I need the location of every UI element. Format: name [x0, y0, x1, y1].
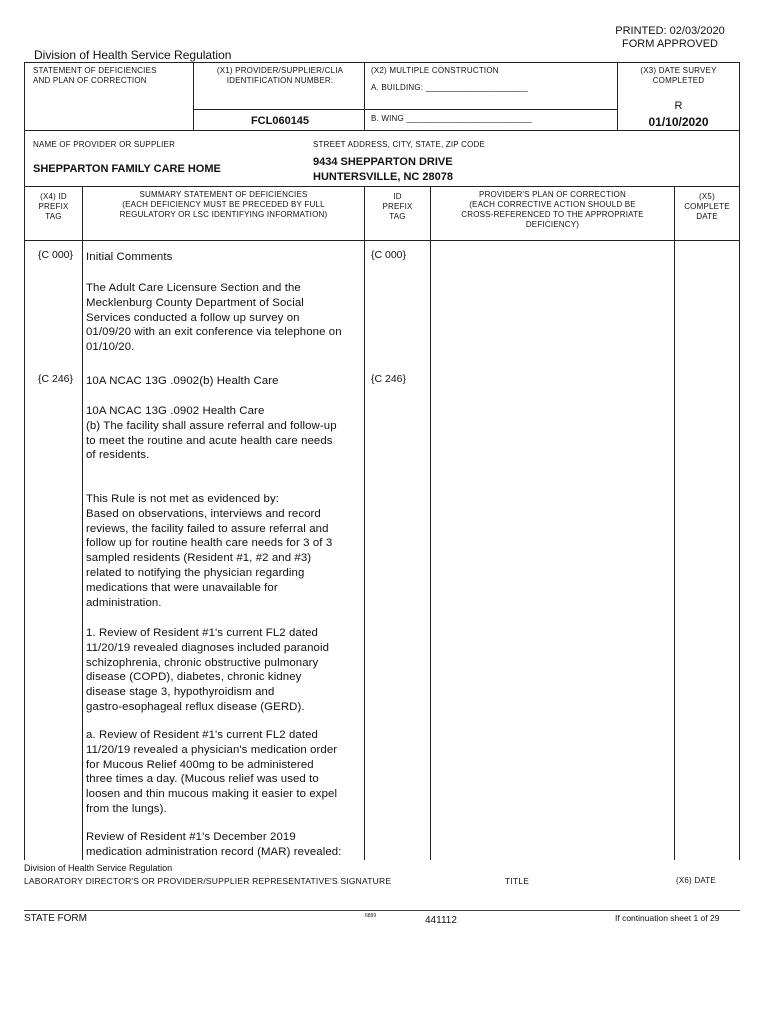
- x2-label: (X2) MULTIPLE CONSTRUCTION: [371, 66, 499, 75]
- title-label: TITLE: [505, 876, 530, 886]
- paragraph-resident1-diagnoses: 1. Review of Resident #1's current FL2 dated 11/20/19 revealed diagnoses included paranoid schizophrenia, chronic obstructive pulmonary disease (COPD), diabetes, chronic kidney disease stage 3, hypothyroidism and gastro-esophageal reflux disease (GERD).: [86, 627, 330, 713]
- col-plan-header: PROVIDER'S PLAN OF CORRECTION (EACH CORRECTIVE ACTION SHOULD BE CROSS-REFERENCED TO THE APPROPRIATE DEFICIENCY): [461, 190, 644, 229]
- col-x5-header: (X5) COMPLETE DATE: [684, 192, 730, 221]
- col-id-header: ID PREFIX TAG: [382, 192, 413, 221]
- provider-name-label: NAME OF PROVIDER OR SUPPLIER: [33, 140, 176, 149]
- provider-name: SHEPPARTON FAMILY CARE HOME: [33, 163, 221, 175]
- division-title: Division of Health Service Regulation: [34, 48, 232, 62]
- printed-date: PRINTED: 02/03/2020: [615, 25, 725, 37]
- survey-completed-date: 01/10/2020: [648, 115, 709, 129]
- event-id: 441112: [425, 915, 457, 926]
- x6-date-label: (X6) DATE: [676, 876, 716, 885]
- address-line2: HUNTERSVILLE, NC 28078: [313, 171, 453, 183]
- survey-type-code: R: [674, 100, 683, 112]
- tag-left-c246: {C 246}: [38, 373, 74, 385]
- paragraph-resident1-medication: a. Review of Resident #1's current FL2 dated 11/20/19 revealed a physician's medication order for Mucous Relief 400mg to be administered three times a day. (Mucous relief was used to loosen and thin mucous making it easier to expel from the lungs).: [86, 729, 338, 815]
- form-code: 6899: [365, 913, 377, 919]
- footer-division: Division of Health Service Regulation: [24, 863, 173, 873]
- tag-right-c000: {C 000}: [371, 249, 407, 261]
- paragraph-resident1-mar: Review of Resident #1's December 2019 medication administration record (MAR) revealed:: [86, 831, 342, 858]
- form-approved: FORM APPROVED: [622, 38, 718, 50]
- provider-id-number: FCL060145: [250, 115, 310, 127]
- paragraph-rule-text: 10A NCAC 13G .0902 Health Care (b) The facility shall assure referral and follow-up to meet the routine and acute health care needs of residents.: [86, 405, 337, 462]
- x3-label: (X3) DATE SURVEY COMPLETED: [640, 66, 717, 85]
- state-form-label: STATE FORM: [24, 913, 87, 924]
- col-x4-header: (X4) ID PREFIX TAG: [38, 192, 69, 221]
- wing-label: B. WING ___________________________: [371, 114, 532, 123]
- address-label: STREET ADDRESS, CITY, STATE, ZIP CODE: [313, 140, 486, 149]
- continuation-sheet: If continuation sheet 1 of 29: [615, 913, 720, 923]
- address-line1: 9434 SHEPPARTON DRIVE: [313, 156, 453, 168]
- statement-label: STATEMENT OF DEFICIENCIES AND PLAN OF CORRECTION: [33, 66, 157, 85]
- signature-label: LABORATORY DIRECTOR'S OR PROVIDER/SUPPLIER REPRESENTATIVE'S SIGNATURE: [24, 876, 392, 886]
- tag-right-c246: {C 246}: [371, 373, 407, 385]
- x1-label: (X1) PROVIDER/SUPPLIER/CLIA IDENTIFICATION NUMBER:: [216, 66, 344, 85]
- col-summary-header: SUMMARY STATEMENT OF DEFICIENCIES (EACH DEFICIENCY MUST BE PRECEDED BY FULL REGULATORY OR LSC IDENTIFYING INFORMATION): [119, 190, 328, 219]
- paragraph-rule-not-met: This Rule is not met as evidenced by: Based on observations, interviews and record reviews, the facility failed to assure referral and follow up for routine health care needs for 3 of 3 sampled residents (Resident #1, #2 and #3) related to notifying the physician regarding medications that were unavailable for administration.: [86, 493, 333, 609]
- entry-title-health-care: 10A NCAC 13G .0902(b) Health Care: [86, 375, 279, 387]
- paragraph-survey-intro: The Adult Care Licensure Section and the Mecklenburg County Department of Social Services conducted a follow up survey on 01/09/20 with an exit conference via telephone on 01/10/20.: [86, 282, 342, 354]
- building-label: A. BUILDING: ______________________: [371, 83, 528, 92]
- tag-left-c000: {C 000}: [38, 249, 74, 261]
- entry-title-initial-comments: Initial Comments: [86, 251, 173, 263]
